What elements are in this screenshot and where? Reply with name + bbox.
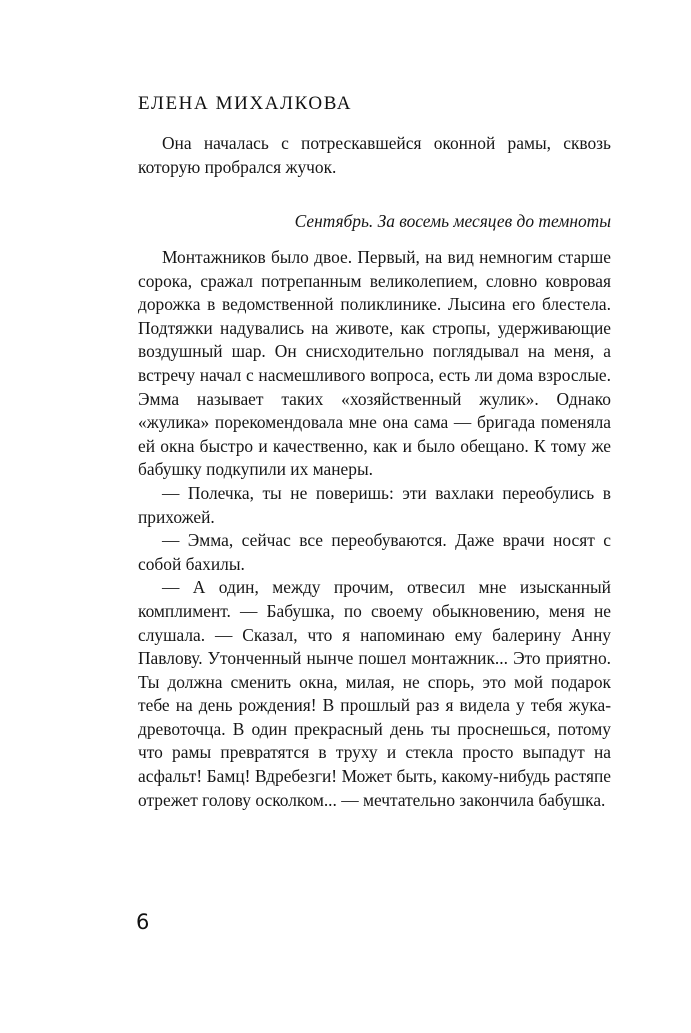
section-epigraph: Сентябрь. За восемь месяцев до темноты [294, 211, 611, 231]
page-number: 6 [136, 910, 150, 934]
intro-paragraph: Она началась с потрескавшейся оконной рамы, сквозь которую пробрался жучок. [138, 133, 611, 177]
body-paragraph: — Эмма, сейчас все переобуваются. Даже врачи носят с собой бахилы. [138, 530, 611, 574]
intro-block [138, 132, 611, 179]
body-paragraph: — А один, между прочим, отвесил мне изысканный комплимент. — Бабушка, по своему обыкновению, меня не слушала. — Сказал, что я напоминаю ему балерину Анну Павлову. Утонченный нынче пошел монтажник... Это приятно. Ты должна сменить окна, милая, не спорь, это мой подарок тебе на день рождения! В прошлый раз я видела у тебя жука-древоточца. В один прекрасный день ты проснешься, потому что рамы превратятся в труху и стекла просто выпадут на асфальт! Бамц! Вдребезги! Может быть, какому-нибудь растяпе отрежет голову осколком... — мечтательно закончила бабушка. [138, 577, 611, 810]
body-text [138, 246, 611, 812]
body-paragraph: Монтажников было двое. Первый, на вид немногим старше сорока, сражал потрепанным великолепием, словно ковровая дорожка в ведомственной поликлинике. Лысина его блестела. Подтяжки надувались на животе, как стропы, удерживающие воздушный шар. Он снисходительно поглядывал на меня, а встречу начал с насмешливого вопроса, есть ли дома взрослые. Эмма называет таких «хозяйственный жулик». Однако «жулика» порекомендовала мне она сама — бригада поменяла ей окна быстро и качественно, как и было обещано. К тому же бабушку подкупили их манеры. [138, 247, 611, 480]
running-head-author: ЕЛЕНА МИХАЛКОВА [138, 93, 353, 114]
body-paragraph: — Полечка, ты не поверишь: эти вахлаки переобулись в прихожей. [138, 482, 611, 527]
